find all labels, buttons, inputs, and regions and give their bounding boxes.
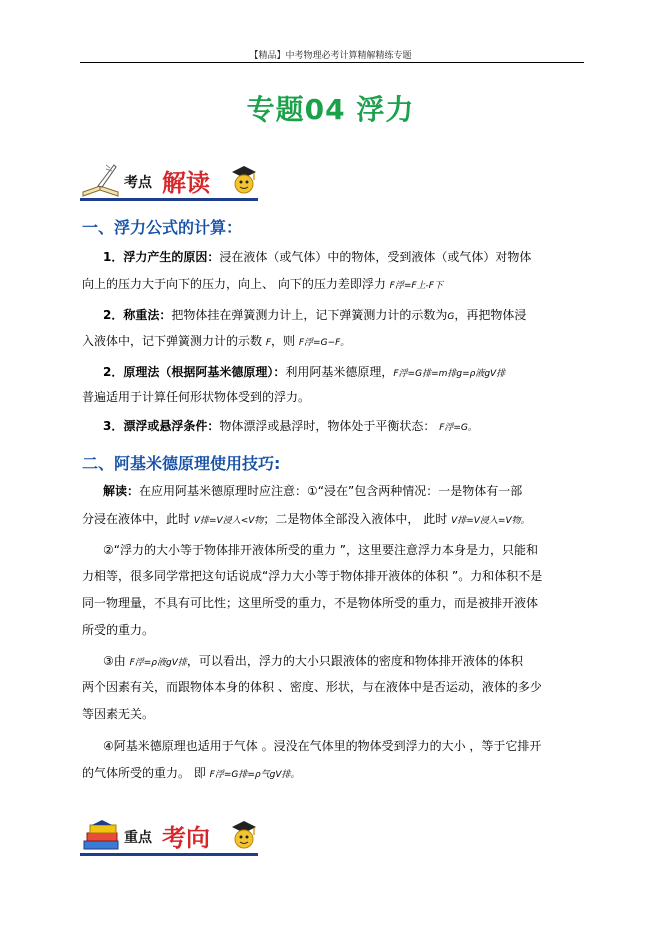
p2-line-1: ②“浮力的大小等于物体排开液体所受的重力 ”，这里要注意浮力本身是力，只能和 [103, 543, 539, 557]
p4-line-1: ④阿基米德原理也适用于气体 。浸没在气体里的物体受到浮力的大小 ，等于它排开 [103, 739, 542, 753]
formula-archimedes: F浮=G排=m排g=ρ液gV排 [393, 369, 506, 379]
section-banner-zhongdian [80, 815, 258, 855]
item-2-line-1: 2．称重法：把物体挂在弹簧测力计上，记下弹簧测力计的示数为G，再把物体浸 [103, 308, 527, 322]
p1-line-1: 解读：在应用阿基米德原理时应注意：①“浸在”包含两种情况：一是物体有一部 [103, 484, 523, 498]
item-4-line-1: 3．漂浮或悬浮条件：物体漂浮或悬浮时，物体处于平衡状态： F浮=G。 [103, 419, 477, 433]
item-3-label: 2．原理法（根据阿基米德原理）： [103, 365, 286, 379]
p3-line-3: 等因素无关。 [82, 707, 155, 721]
books-icon [80, 819, 122, 853]
formula-buoyancy-pressure: F浮=F上-F下 [389, 281, 443, 291]
page-header: 【精品】中考物理必考计算精解精练专题 [249, 51, 412, 61]
section-banner-kaodian [80, 160, 258, 200]
p2-line-3: 同一物理量，不具有可比性；这里所受的重力，不是物体所受的重力，而是被排开液体 [82, 596, 539, 610]
p2-line-4: 所受的重力。 [82, 623, 155, 637]
graduate-emoji-icon [230, 819, 258, 851]
item-1-line-1: 1．浮力产生的原因：浸在液体（或气体）中的物体，受到液体（或气体）对物体 [103, 250, 532, 264]
item-3-line-2: 普遍适用于计算任何形状物体受到的浮力。 [82, 390, 311, 404]
item-4-label: 3．漂浮或悬浮条件： [103, 419, 220, 433]
item-2-label: 2．称重法： [103, 308, 172, 322]
item-2-line-2: 入液体中，记下弹簧测力计的示数 F，则 F浮=G−F。 [82, 334, 350, 348]
banner-underline [80, 198, 258, 201]
p1-label: 解读： [103, 484, 140, 498]
item-1-line-2: 向上的压力大于向下的压力，向上、 向下的压力差即浮力 F浮=F上-F下 [82, 277, 443, 291]
p3-line-1: ③由 F浮=ρ液gV排，可以看出，浮力的大小只跟液体的密度和物体排开液体的体积 [103, 654, 523, 668]
document-title: 专题04 浮力 [246, 93, 415, 126]
banner-word-2: 考向 [162, 823, 210, 852]
graduate-emoji-icon [230, 164, 258, 196]
banner-word-2: 解读 [162, 168, 210, 197]
item-1-label: 1．浮力产生的原因： [103, 250, 220, 264]
book-quill-icon [80, 162, 122, 198]
item-3-line-1: 2．原理法（根据阿基米德原理）：利用阿基米德原理，F浮=G排=m排g=ρ液gV排 [103, 365, 506, 379]
banner-word-1: 考点 [124, 175, 152, 191]
p1-line-2: 分浸在液体中，此时 V排=V浸入<V物；二是物体全部没入液体中， 此时 V排=V浸入=V物。 [82, 512, 530, 526]
header-rule [80, 62, 584, 63]
p4-line-2: 的气体所受的重力。 即 F浮=G排=ρ气gV排。 [82, 766, 300, 780]
formula-floating: F浮=G。 [439, 423, 477, 433]
section-2-heading: 二、阿基米德原理使用技巧: [82, 454, 281, 473]
banner-underline [80, 853, 258, 856]
formula-weighing: F浮=G−F。 [298, 338, 350, 348]
p3-line-2: 两个因素有关，而跟物体本身的体积 、密度、形状，与在液体中是否运动，液体的多少 [82, 680, 542, 694]
p2-line-2: 力相等，很多同学常把这句话说成“浮力大小等于物体排开液体的体积 ”。力和体积不是 [82, 569, 543, 583]
banner-word-1: 重点 [124, 830, 152, 846]
section-1-heading: 一、浮力公式的计算： [82, 218, 243, 237]
